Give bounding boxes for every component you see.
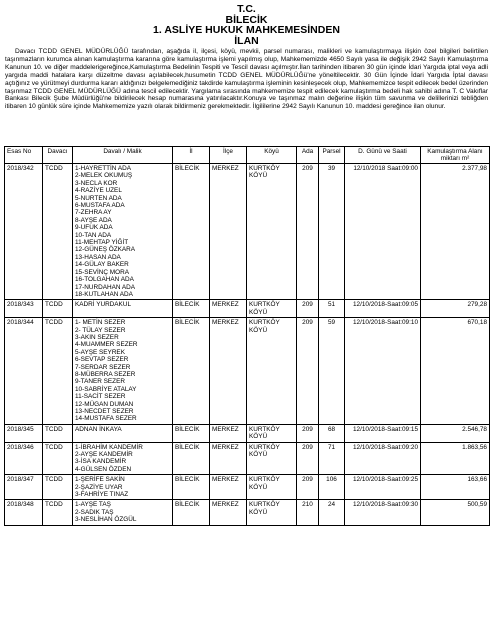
header-ilan: İLAN	[234, 34, 259, 47]
owner-name: 9-UFUK ADA	[75, 224, 113, 232]
owner-name: 10-SABRİYE ATALAY	[75, 385, 137, 393]
cell-davaci: TCDD	[43, 500, 73, 525]
cell-parsel: 24	[319, 500, 345, 525]
owner-name: ADNAN İNKAYA	[75, 425, 122, 433]
expropriation-table	[4, 146, 490, 526]
owner-name: 15-SEVİNÇ MORA	[75, 268, 129, 276]
header-tc: T.C.	[237, 3, 256, 15]
owner-name: 17-NURDAHAN ADA	[75, 283, 136, 291]
owner-name: 1-ŞERİFE SAKİN	[75, 476, 125, 484]
cell-ilce: MERKEZ	[210, 500, 247, 525]
table-body	[5, 164, 490, 526]
cell-il: BİLECİK	[173, 442, 210, 475]
cell-ada: 209	[297, 475, 319, 500]
cell-alan: 670,18	[421, 318, 490, 425]
header-ilce: İlçe	[210, 147, 247, 164]
cell-alan: 500,59	[421, 500, 490, 525]
cell-owners	[73, 500, 173, 525]
owner-name: 14-MUSTAFA SEZER	[75, 415, 137, 423]
table-header-row	[5, 147, 490, 164]
owner-name: 2-MELEK OKUMUŞ	[75, 172, 133, 180]
cell-gun: 12/10/2018-Saat:09:30	[345, 500, 421, 525]
header-esas: Esas No	[5, 147, 43, 164]
cell-gun: 12/10/2018-Saat:09:05	[345, 300, 421, 318]
cell-davaci: TCDD	[43, 164, 73, 300]
cell-davaci: TCDD	[43, 475, 73, 500]
owner-name: 13-NECDET SEZER	[75, 408, 134, 415]
owner-name: 3-FAHRİYE TINAZ	[75, 491, 129, 499]
header-il: İl	[173, 147, 210, 164]
owner-name: 18-KUTLAHAN ADA	[75, 290, 133, 298]
cell-ilce: MERKEZ	[210, 164, 247, 300]
cell-ada: 209	[297, 164, 319, 300]
owner-name: 2-SADIK TAŞ	[75, 508, 114, 516]
cell-il: BİLECİK	[173, 164, 210, 300]
cell-gun: 12/10/2018 Saat:09:00	[345, 164, 421, 300]
cell-owners	[73, 300, 173, 318]
cell-koy: KURTKÖY KÖYÜ	[247, 500, 297, 525]
cell-ada: 209	[297, 424, 319, 442]
owner-name: 3-NECLA KOR	[75, 179, 118, 187]
owner-name: 4-RAZİYE UZEL	[75, 187, 122, 195]
cell-alan: 163,66	[421, 475, 490, 500]
cell-il: BİLECİK	[173, 318, 210, 425]
cell-ada: 209	[297, 318, 319, 425]
header-davaci: Davacı	[43, 147, 73, 164]
cell-parsel: 68	[319, 424, 345, 442]
cell-il: BİLECİK	[173, 424, 210, 442]
cell-ada: 210	[297, 500, 319, 525]
owner-name: 13-HASAN ADA	[75, 253, 121, 261]
cell-davaci: TCDD	[43, 300, 73, 318]
cell-esas: 2018/344	[5, 318, 43, 425]
owner-name: 1-İBRAHİM KANDEMİR	[75, 443, 143, 451]
cell-alan: 1.863,56	[421, 442, 490, 475]
cell-koy: KURTKÖY KÖYÜ	[247, 300, 297, 318]
cell-il: BİLECİK	[173, 500, 210, 525]
header-ada: Ada	[297, 147, 319, 164]
cell-alan: 2.377,98	[421, 164, 490, 300]
cell-gun: 12/10/2018-Saat:09:10	[345, 318, 421, 425]
cell-owners	[73, 318, 173, 425]
header-koy: Köyü	[247, 147, 297, 164]
cell-koy: KURTKÖY KÖYÜ	[247, 164, 297, 300]
owner-name: 2-ŞAZİYE UYAR	[75, 483, 123, 491]
table-row	[5, 300, 490, 318]
cell-esas: 2018/342	[5, 164, 43, 300]
cell-ilce: MERKEZ	[210, 475, 247, 500]
owner-name: 14-GÜLAY BAKER	[75, 261, 129, 269]
notice-text	[5, 48, 488, 111]
cell-ilce: MERKEZ	[210, 318, 247, 425]
header-city: BİLECİK	[225, 13, 268, 26]
cell-ilce: MERKEZ	[210, 424, 247, 442]
document-header	[0, 4, 493, 46]
header-alan: Kamulaştırma Alanı miktarı m²	[421, 147, 490, 164]
owner-name: 9-TANER SEZER	[75, 378, 125, 386]
cell-owners	[73, 475, 173, 500]
table-row	[5, 164, 490, 300]
cell-il: BİLECİK	[173, 475, 210, 500]
cell-davaci: TCDD	[43, 318, 73, 425]
cell-owners	[73, 424, 173, 442]
owner-name: 8-MÜBERRA SEZER	[75, 370, 136, 378]
table-row	[5, 424, 490, 442]
cell-owners	[73, 164, 173, 300]
owner-name: 7-SERDAR SEZER	[75, 363, 131, 371]
owner-name: 5-NURTEN ADA	[75, 194, 122, 202]
cell-ada: 209	[297, 442, 319, 475]
cell-koy: KURTKÖY KÖYÜ	[247, 318, 297, 425]
owner-name: 11-SACİT SEZER	[75, 393, 126, 401]
owner-name: 10-TAN ADA	[75, 231, 112, 239]
cell-esas: 2018/343	[5, 300, 43, 318]
owner-name: 16-TOLGAHAN ADA	[75, 276, 134, 284]
owner-name: 12-MÜGAN DUMAN	[75, 400, 134, 408]
table-row	[5, 318, 490, 425]
notice-paragraph: Davacı TCDD GENEL MÜDÜRLÜĞÜ tarafından, aşağıda il, ilçesi, köyü, mevkii, parsel numarası, malikleri ve kamulaştırmaya ilişkin özel bilgileri belirtilen taşınmazların kurumca alınan kamulaştırma kararına göre kamulaştırma işlemi yapılmış olup, Mahkememizde 4650 Sayılı yasa ile değişik 2942 Sayılı Kamulaştırma Kanunun 10. ve diğer maddelerigereğince,Kamulaştırma Bedelinin Tespiti ve Tescil davası açılmıştır.İlan tarihinden itibaren 30 gün içinde İdari Yargıda iptal veya adli yargıda maddi hatalara karşı düzeltme davası açılabilecek,husumetin TCDD GENEL MÜDÜRLÜĞü'ne yöneltilecektir. 30 Gün İçinde İdari Yargıda İptal davası açtığınız ve yürütmeyi durdurma kararı aldığınızı belgelemediğiniz takdirde kamulaştırma işleminin kesinleşecek olup, Mahkememizce tespit edilecek bedel üzerinden taşınmaz TCDD GENEL MÜDÜRLÜĞÜ adına tescil edilecektir. Yargılama sırasında mahkememize tespit edilecek kamulaştırma bedeli hak sahibi adına T. C Vakıflar Bankası Bilecik Şube Müdürlüğü'ne bildirilecek hesap numarasına yatırılacaktır.Konuya ve taşınmaz malın değerine ilişkin tüm savunma ve delillerinizi tebliğden itibaren 10 günlük süre içinde Mahkememize yazılı olarak bildirmeniz gerekmektedir. İlgililerine 2942 Sayılı Kanunun 10. maddesi gereğince ilan olunur.	[5, 48, 488, 111]
owner-name: 1-HAYRETTİN ADA	[75, 165, 131, 172]
cell-parsel: 106	[319, 475, 345, 500]
header-court: 1. ASLİYE HUKUK MAHKEMESİNDEN	[153, 24, 340, 36]
cell-koy: KURTKÖY KÖYÜ	[247, 475, 297, 500]
header-davali: Davalı / Malik	[73, 147, 173, 164]
owner-name: KADRİ YURDAKUL	[75, 301, 131, 309]
header-gun: D. Günü ve Saati	[345, 147, 421, 164]
cell-gun: 12/10/2018-Saat:09:20	[345, 442, 421, 475]
cell-ada: 209	[297, 300, 319, 318]
header-parsel: Parsel	[319, 147, 345, 164]
owner-name: 2- TÜLAY SEZER	[75, 326, 126, 334]
owner-name: 12-GÜNEŞ ÖZKARA	[75, 246, 136, 254]
cell-esas: 2018/346	[5, 442, 43, 475]
cell-esas: 2018/347	[5, 475, 43, 500]
table-row	[5, 442, 490, 475]
owner-name: 8-AYŞE ADA	[75, 216, 112, 224]
table-row	[5, 475, 490, 500]
owner-name: 6-MUSTAFA ADA	[75, 202, 125, 210]
cell-owners	[73, 442, 173, 475]
owner-name: 7-ZEHRA AY	[75, 209, 112, 217]
cell-parsel: 71	[319, 442, 345, 475]
cell-esas: 2018/348	[5, 500, 43, 525]
cell-ilce: MERKEZ	[210, 300, 247, 318]
owner-name: 4-GÜLSEN ÖZDEN	[75, 465, 132, 473]
cell-parsel: 59	[319, 318, 345, 425]
cell-parsel: 51	[319, 300, 345, 318]
owner-name: 3-NESLİHAN ÖZGÜL	[75, 516, 137, 524]
owner-name: 3-İSA KANDEMİR	[75, 458, 127, 466]
owner-name: 1- METİN SEZER	[75, 319, 126, 327]
owner-name: 5-AYŞE SEYREK	[75, 348, 125, 356]
cell-il: BİLECİK	[173, 300, 210, 318]
cell-esas: 2018/345	[5, 424, 43, 442]
cell-parsel: 39	[319, 164, 345, 300]
cell-davaci: TCDD	[43, 424, 73, 442]
cell-gun: 12/10/2018-Saat:09:25	[345, 475, 421, 500]
cell-gun: 12/10/2018-Saat:09:15	[345, 424, 421, 442]
owner-name: 11-MEHTAP YİĞİT	[75, 239, 129, 247]
cell-davaci: TCDD	[43, 442, 73, 475]
owner-name: 4-MUAMMER SEZER	[75, 341, 138, 349]
owner-name: 1-AYŞE TAŞ	[75, 501, 111, 509]
owner-name: 3-AKIN SEZER	[75, 333, 119, 341]
cell-koy: KURTKÖY KÖYÜ	[247, 424, 297, 442]
table-row	[5, 500, 490, 525]
cell-koy: KURTKÖY KÖYÜ	[247, 442, 297, 475]
cell-alan: 279,28	[421, 300, 490, 318]
cell-alan: 2.546,78	[421, 424, 490, 442]
owner-name: 6-SEVTAP SEZER	[75, 356, 129, 364]
cell-ilce: MERKEZ	[210, 442, 247, 475]
owner-name: 2-AYŞE KANDEMİR	[75, 451, 133, 459]
